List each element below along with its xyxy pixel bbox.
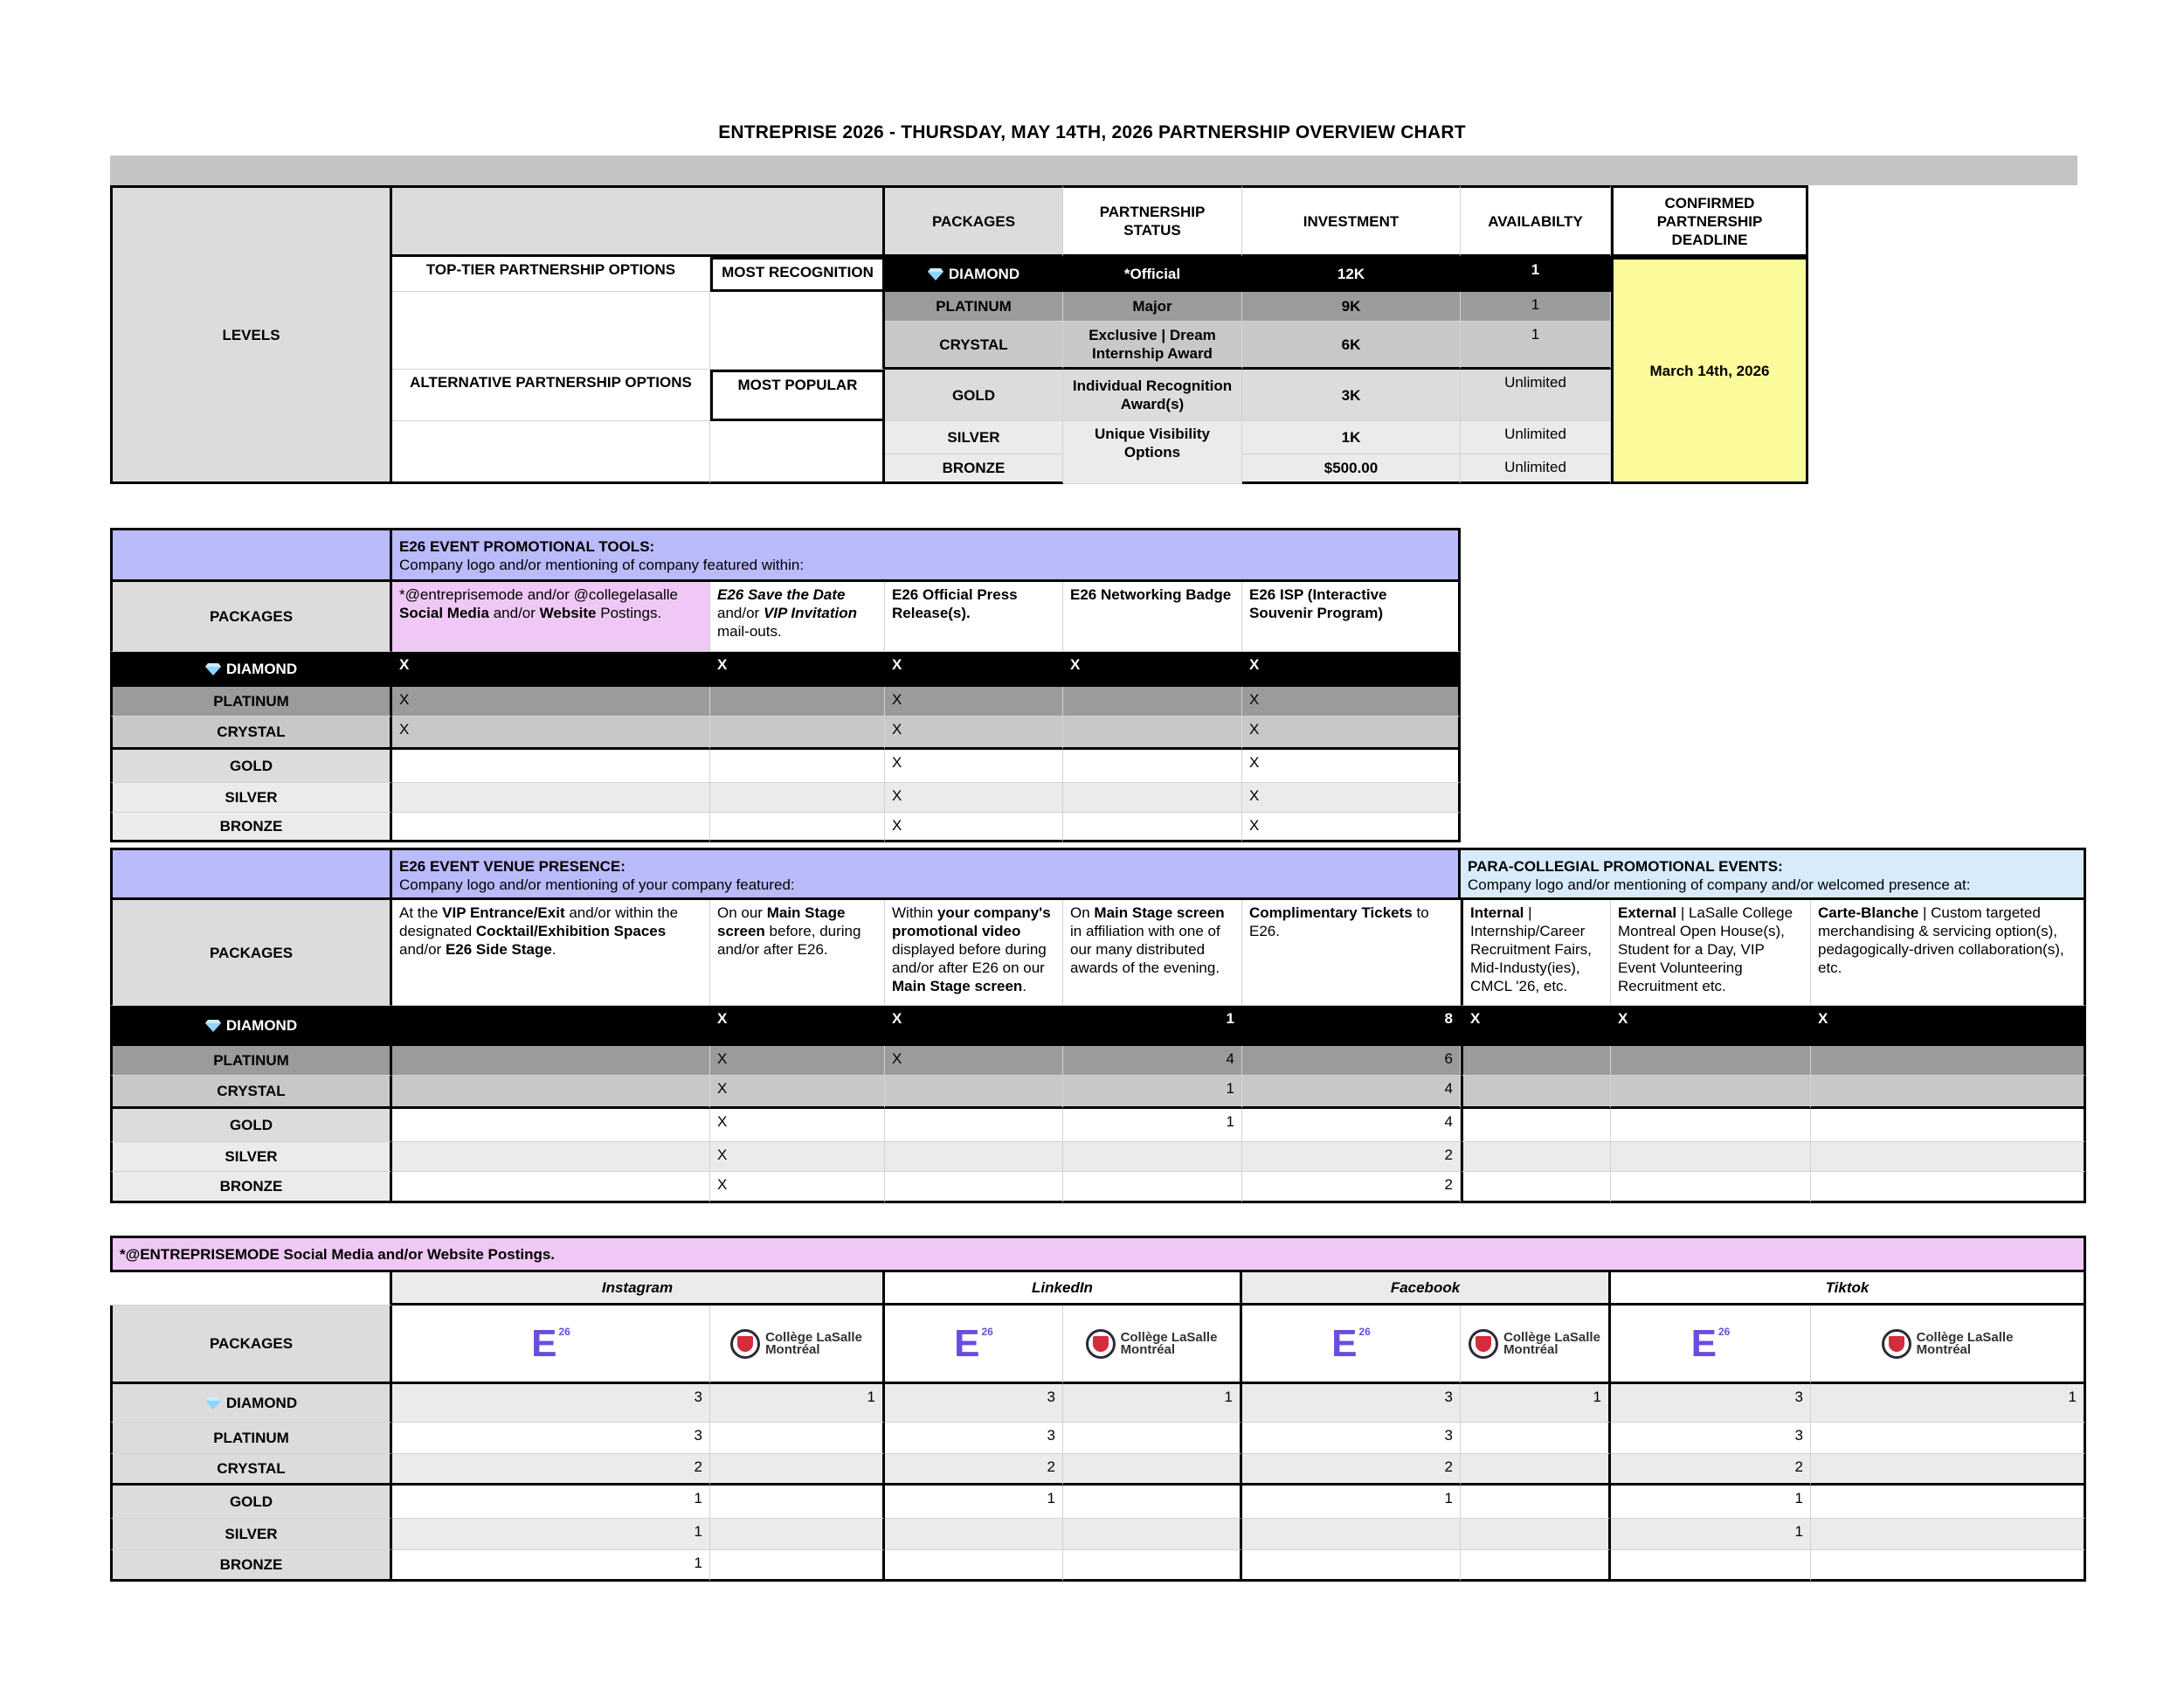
social-cell: 1 [1242, 1486, 1461, 1519]
venue-cell [1811, 1076, 2086, 1109]
para-header [1461, 848, 2086, 900]
venue-cell [392, 1046, 710, 1076]
venue-cell: X [710, 1006, 885, 1046]
social-package-bronze: BRONZE [110, 1550, 392, 1582]
venue-cell [1811, 1172, 2086, 1203]
promo-cell [1063, 783, 1242, 813]
social-cell: 2 [1242, 1454, 1461, 1486]
overview-status-silver: Unique Visibility Options [1063, 421, 1242, 484]
overview-investment-gold: 3K [1242, 370, 1461, 421]
overview-investment-silver: 1K [1242, 421, 1461, 454]
top-tier-label: TOP-TIER PARTNERSHIP OPTIONS [392, 257, 710, 292]
overview-availability-bronze: Unlimited [1461, 454, 1611, 484]
venue-cell [885, 1109, 1063, 1142]
social-cell [1063, 1423, 1242, 1454]
col-status: PARTNERSHIP STATUS [1063, 185, 1242, 257]
para-col-internal: Internal | Internship/Career Recruitment Fairs, Mid-Industy(ies), CMCL '26, etc. [1461, 900, 1611, 1006]
social-cell [1063, 1550, 1242, 1582]
header-bar [110, 156, 2077, 185]
social-cell [1063, 1519, 1242, 1550]
venue-cell [1611, 1076, 1811, 1109]
venue-col-main-stage: On our Main Stage screen before, during and/or after E26. [710, 900, 885, 1006]
college-lasalle-logo-icon: Collège LaSalle Montréal [1882, 1329, 2014, 1359]
para-subtitle: Company logo and/or mentioning of company and/or welcomed presence at: [1468, 876, 1971, 893]
social-cell [1811, 1486, 2086, 1519]
venue-cell [885, 1172, 1063, 1203]
e26-logo [1611, 1306, 1811, 1384]
social-cell [1811, 1519, 2086, 1550]
promo-cell [710, 687, 885, 717]
venue-cell [885, 1076, 1063, 1109]
venue-cell: 1 [1063, 1109, 1242, 1142]
social-cell [1063, 1486, 1242, 1519]
promo-cell [710, 813, 885, 842]
overview-availability-crystal: 1 [1461, 322, 1611, 370]
promo-cell: X [885, 783, 1063, 813]
platform-facebook: Facebook [1242, 1272, 1611, 1306]
venue-cell: 1 [1063, 1076, 1242, 1109]
promo-cell: X [1242, 750, 1461, 783]
most-popular-label: MOST POPULAR [710, 370, 885, 421]
col-availability: AVAILABILTY [1461, 185, 1611, 257]
promo-cell: X [885, 717, 1063, 750]
para-col-external: External | LaSalle College Montreal Open House(s), Student for a Day, VIP Event Volunteering Recruitment etc. [1611, 900, 1811, 1006]
package-silver: SILVER [110, 783, 392, 813]
social-cell [1461, 1486, 1611, 1519]
social-cell [1461, 1423, 1611, 1454]
promo-col-isp: E26 ISP (Interactive Souvenir Program) [1242, 582, 1461, 652]
venue-cell: X [710, 1109, 885, 1142]
venue-cell: 6 [1242, 1046, 1461, 1076]
package-crystal: CRYSTAL [110, 717, 392, 750]
venue-cell: X [885, 1006, 1063, 1046]
social-cell: 1 [1461, 1384, 1611, 1423]
promo-cell [1063, 750, 1242, 783]
deadline-value: March 14th, 2026 [1611, 257, 1808, 484]
package-bronze: BRONZE [110, 1172, 392, 1203]
college-lasalle-logo [1811, 1306, 2086, 1384]
social-table [110, 1236, 2086, 1582]
platform-linkedin: LinkedIn [885, 1272, 1242, 1306]
platform-instagram: Instagram [392, 1272, 885, 1306]
page-title: ENTREPRISE 2026 - THURSDAY, MAY 14TH, 2026 PARTNERSHIP OVERVIEW CHART [718, 122, 1466, 142]
social-cell [885, 1550, 1063, 1582]
venue-cell: X [1461, 1006, 1611, 1046]
social-cell: 1 [1811, 1384, 2086, 1423]
social-package-platinum: PLATINUM [110, 1423, 392, 1454]
promo-table [110, 528, 1461, 842]
social-cell: 1 [1063, 1384, 1242, 1423]
promo-cell: X [1242, 652, 1461, 687]
venue-cell: X [710, 1142, 885, 1172]
venue-header [392, 848, 1461, 900]
social-cell: 3 [885, 1384, 1063, 1423]
promo-packages-label: PACKAGES [110, 582, 392, 652]
college-lasalle-logo-icon: Collège LaSalle Montréal [730, 1329, 862, 1359]
promo-cell [392, 783, 710, 813]
venue-cell [1611, 1109, 1811, 1142]
venue-cell [392, 1076, 710, 1109]
social-cell: 3 [885, 1423, 1063, 1454]
social-cell [710, 1519, 885, 1550]
social-cell [710, 1550, 885, 1582]
overview-status-crystal: Exclusive | Dream Internship Award [1063, 322, 1242, 370]
promo-title: E26 EVENT PROMOTIONAL TOOLS: [399, 538, 655, 555]
social-cell: 1 [885, 1486, 1063, 1519]
social-cell: 2 [1611, 1454, 1811, 1486]
social-cell: 1 [1611, 1486, 1811, 1519]
most-recognition-label: MOST RECOGNITION [710, 257, 885, 292]
venue-cell [1461, 1109, 1611, 1142]
social-cell [1461, 1519, 1611, 1550]
package-platinum: PLATINUM [110, 1046, 392, 1076]
venue-cell [1461, 1076, 1611, 1109]
overview-status-platinum: Major [1063, 292, 1242, 322]
overview-package-platinum: PLATINUM [885, 292, 1063, 322]
package-gold: GOLD [110, 750, 392, 783]
venue-cell: 4 [1242, 1109, 1461, 1142]
package-bronze: BRONZE [110, 813, 392, 842]
social-cell [1811, 1454, 2086, 1486]
promo-cell: X [1242, 717, 1461, 750]
venue-cell [1063, 1142, 1242, 1172]
venue-cell [1461, 1172, 1611, 1203]
venue-cell: X [1611, 1006, 1811, 1046]
college-lasalle-logo-icon: Collège LaSalle Montréal [1086, 1329, 1218, 1359]
promo-col-save-the-date: E26 Save the Date and/or VIP Invitation mail-outs. [710, 582, 885, 652]
promo-cell: X [710, 652, 885, 687]
venue-cell: X [710, 1046, 885, 1076]
e26-logo-icon: E $^{26}$ [954, 1321, 993, 1365]
social-cell [710, 1423, 885, 1454]
venue-cell: X [885, 1046, 1063, 1076]
social-cell: 3 [392, 1384, 710, 1423]
social-package-diamond: DIAMOND [110, 1384, 392, 1423]
para-title: PARA-COLLEGIAL PROMOTIONAL EVENTS: [1468, 858, 1783, 875]
venue-cell [392, 1142, 710, 1172]
social-cell [710, 1486, 885, 1519]
package-gold: GOLD [110, 1109, 392, 1142]
social-cell [1063, 1454, 1242, 1486]
venue-cell: 2 [1242, 1172, 1461, 1203]
promo-cell [392, 813, 710, 842]
overview-table [110, 185, 1808, 484]
diamond-icon [928, 268, 943, 281]
venue-cell [1611, 1046, 1811, 1076]
package-silver: SILVER [110, 1142, 392, 1172]
social-cell [1242, 1519, 1461, 1550]
overview-status-gold: Individual Recognition Award(s) [1063, 370, 1242, 421]
promo-cell: X [1242, 783, 1461, 813]
promo-cell [710, 783, 885, 813]
venue-cell [392, 1006, 710, 1046]
college-lasalle-logo [1063, 1306, 1242, 1384]
venue-cell: 4 [1242, 1076, 1461, 1109]
venue-table [110, 848, 2086, 1203]
promo-subtitle: Company logo and/or mentioning of company featured within: [399, 557, 805, 573]
overview-corner [392, 185, 885, 257]
venue-cell [1611, 1172, 1811, 1203]
overview-package-bronze: BRONZE [885, 454, 1063, 484]
social-packages-label: PACKAGES [110, 1306, 392, 1384]
levels-label: LEVELS [110, 185, 392, 484]
overview-status-diamond: *Official [1063, 257, 1242, 292]
package-platinum: PLATINUM [110, 687, 392, 717]
venue-cell: 2 [1242, 1142, 1461, 1172]
overview-package-silver: SILVER [885, 421, 1063, 454]
promo-cell: X [885, 652, 1063, 687]
col-deadline: CONFIRMED PARTNERSHIP DEADLINE [1611, 185, 1808, 257]
col-investment: INVESTMENT [1242, 185, 1461, 257]
overview-package-gold: GOLD [885, 370, 1063, 421]
venue-cell [392, 1109, 710, 1142]
social-cell: 1 [710, 1384, 885, 1423]
promo-cell [710, 717, 885, 750]
overview-availability-platinum: 1 [1461, 292, 1611, 322]
diamond-icon [205, 1397, 221, 1409]
overview-package-diamond: DIAMOND [885, 257, 1063, 292]
social-cell [1811, 1550, 2086, 1582]
venue-col-awards: On Main Stage screen in affiliation with one of our many distributed awards of the evening. [1063, 900, 1242, 1006]
venue-title: E26 EVENT VENUE PRESENCE: [399, 858, 625, 875]
venue-col-video: Within your company's promotional video displayed before during and/or after E26 on our Main Stage screen. [885, 900, 1063, 1006]
social-cell [1611, 1550, 1811, 1582]
promo-cell: X [1063, 652, 1242, 687]
e26-logo-icon: E $^{26}$ [531, 1321, 570, 1365]
social-package-gold: GOLD [110, 1486, 392, 1519]
venue-cell [1611, 1142, 1811, 1172]
social-cell: 3 [1611, 1423, 1811, 1454]
package-diamond: DIAMOND [110, 652, 392, 687]
e26-logo [1242, 1306, 1461, 1384]
promo-cell [392, 750, 710, 783]
venue-cell: 4 [1063, 1046, 1242, 1076]
overview-availability-gold: Unlimited [1461, 370, 1611, 421]
promo-col-press: E26 Official Press Release(s). [885, 582, 1063, 652]
venue-cell: X [710, 1076, 885, 1109]
promo-cell: X [392, 717, 710, 750]
overview-investment-crystal: 6K [1242, 322, 1461, 370]
venue-packages-label: PACKAGES [110, 900, 392, 1006]
venue-cell [1811, 1046, 2086, 1076]
social-cell: 2 [885, 1454, 1063, 1486]
overview-availability-silver: Unlimited [1461, 421, 1611, 454]
promo-cell: X [885, 813, 1063, 842]
social-cell [885, 1519, 1063, 1550]
venue-cell [1811, 1142, 2086, 1172]
venue-cell [392, 1172, 710, 1203]
e26-logo-icon: E $^{26}$ [1690, 1321, 1731, 1365]
social-cell: 1 [392, 1519, 710, 1550]
social-cell [1242, 1550, 1461, 1582]
social-cell: 2 [392, 1454, 710, 1486]
diamond-icon [205, 1020, 221, 1032]
venue-cell [1461, 1046, 1611, 1076]
venue-cell: X [710, 1172, 885, 1203]
package-crystal: CRYSTAL [110, 1076, 392, 1109]
social-cell: 3 [1611, 1384, 1811, 1423]
social-cell [710, 1454, 885, 1486]
venue-cell [1461, 1142, 1611, 1172]
college-lasalle-logo-icon: Collège LaSalle Montréal [1469, 1329, 1600, 1359]
social-title: *@ENTREPRISEMODE Social Media and/or Website Postings. [110, 1236, 2086, 1272]
venue-col-tickets: Complimentary Tickets to E26. [1242, 900, 1461, 1006]
col-packages: PACKAGES [885, 185, 1063, 257]
social-cell [1461, 1550, 1611, 1582]
social-package-crystal: CRYSTAL [110, 1454, 392, 1486]
promo-cell [710, 750, 885, 783]
social-cell [1461, 1454, 1611, 1486]
promo-col-badge: E26 Networking Badge [1063, 582, 1242, 652]
overview-package-crystal: CRYSTAL [885, 322, 1063, 370]
overview-availability-diamond: 1 [1461, 257, 1611, 292]
venue-cell: X [1811, 1006, 2086, 1046]
alternative-label: ALTERNATIVE PARTNERSHIP OPTIONS [392, 370, 710, 421]
venue-col-vip: At the VIP Entrance/Exit and/or within the designated Cocktail/Exhibition Spaces and/or E26 Side Stage. [392, 900, 710, 1006]
college-lasalle-logo [1461, 1306, 1611, 1384]
promo-header [392, 528, 1461, 582]
overview-investment-platinum: 9K [1242, 292, 1461, 322]
venue-cell [885, 1142, 1063, 1172]
social-cell: 1 [392, 1550, 710, 1582]
e26-logo [885, 1306, 1063, 1384]
promo-cell: X [885, 687, 1063, 717]
social-cell: 3 [392, 1423, 710, 1454]
social-cell: 1 [1611, 1519, 1811, 1550]
overview-investment-bronze: $500.00 [1242, 454, 1461, 484]
venue-subtitle: Company logo and/or mentioning of your company featured: [399, 876, 795, 893]
social-cell: 3 [1242, 1384, 1461, 1423]
venue-cell [1063, 1172, 1242, 1203]
promo-cell: X [885, 750, 1063, 783]
social-cell: 1 [392, 1486, 710, 1519]
diamond-icon [205, 663, 221, 675]
para-col-carte-blanche: Carte-Blanche | Custom targeted merchandising & servicing option(s), pedagogically-driven collaboration(s), etc. [1811, 900, 2086, 1006]
e26-logo [392, 1306, 710, 1384]
promo-cell [1063, 813, 1242, 842]
overview-investment-diamond: 12K [1242, 257, 1461, 292]
e26-logo-icon: E $^{26}$ [1331, 1321, 1371, 1365]
promo-cell: X [392, 652, 710, 687]
venue-cell: 1 [1063, 1006, 1242, 1046]
venue-cell [1811, 1109, 2086, 1142]
venue-cell: 8 [1242, 1006, 1461, 1046]
package-diamond: DIAMOND [110, 1006, 392, 1046]
promo-cell [1063, 687, 1242, 717]
social-package-silver: SILVER [110, 1519, 392, 1550]
promo-cell: X [392, 687, 710, 717]
college-lasalle-logo [710, 1306, 885, 1384]
promo-cell: X [1242, 687, 1461, 717]
promo-cell: X [1242, 813, 1461, 842]
promo-col-social: *@entreprisemode and/or @collegelasalle Social Media and/or Website Postings. [392, 582, 710, 652]
social-cell [1811, 1423, 2086, 1454]
platform-tiktok: Tiktok [1611, 1272, 2086, 1306]
social-cell: 3 [1242, 1423, 1461, 1454]
promo-cell [1063, 717, 1242, 750]
